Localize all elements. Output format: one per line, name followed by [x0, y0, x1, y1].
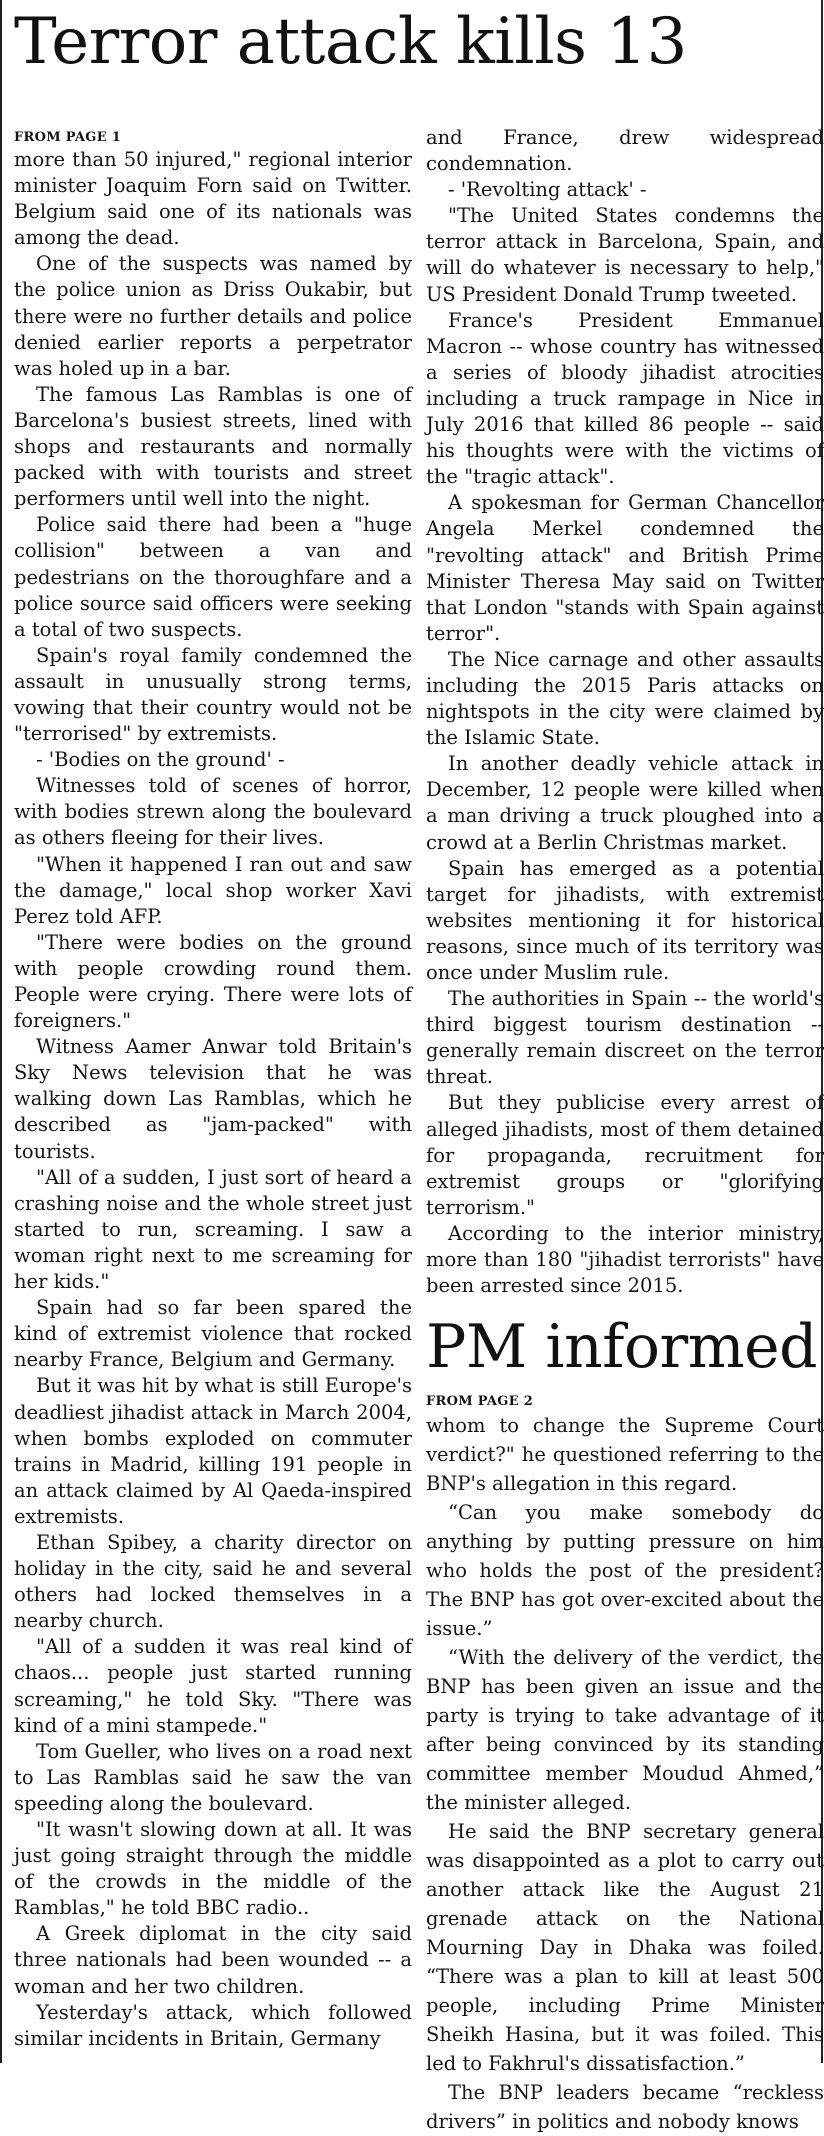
paragraph: The Nice carnage and other assaults including the 2015 Paris attacks on nightspots in the city were claimed by the Islamic State. [426, 647, 824, 750]
paragraph: But they publicise every arrest of alleged jihadists, most of them detained for propaganda, recruitment for extremist groups or "glorifying terrorism." [426, 1091, 824, 1219]
paragraph: One of the suspects was named by the police union as Driss Oukabir, but there were no further details and police denied earlier reports a perpetrator was holed up in a bar. [14, 252, 412, 380]
paragraph: "All of a sudden it was real kind of chaos... people just started running screaming," he told Sky. "There was kind of a mini stampede." [14, 1635, 412, 1737]
second-article-dateline: FROM PAGE 2 [426, 1394, 534, 1410]
second-article-headline: PM informed [426, 1312, 818, 1383]
paragraph: Tom Gueller, who lives on a road next to Las Ramblas said he saw the van speeding along the boulevard. [14, 1739, 412, 1815]
article-column-left [14, 125, 412, 2063]
paragraph: "When it happened I ran out and saw the damage," local shop worker Xavi Perez told AFP. [14, 852, 412, 928]
paragraph: The famous Las Ramblas is one of Barcelona's busiest streets, lined with shops and restaurants and normally packed with with tourists and street performers until well into the night. [14, 382, 412, 511]
article-headline: Terror attack kills 13 [14, 5, 687, 79]
paragraph: France's President Emmanuel Macron -- whose country has witnessed a series of bloody jihadist atrocities including a truck rampage in Nice in July 2016 that killed 86 people -- said his thoughts were with the victims of the "tragic attack". [426, 308, 824, 489]
paragraph: "There were bodies on the ground with people crowding round them. People were crying. There were lots of foreigners." [14, 930, 412, 1033]
paragraph: more than 50 injured," regional interior minister Joaquim Forn said on Twitter. Belgium said one of its nationals was among the dead. [14, 148, 412, 250]
paragraph: A Greek diplomat in the city said three nationals had been wounded -- a woman and her two children. [14, 1922, 412, 1998]
paragraph: But it was hit by what is still Europe's deadliest jihadist attack in March 2004, when bombs exploded on commuter trains in Madrid, killing 191 people in an attack claimed by Al Qaeda-inspired extremists. [14, 1374, 412, 1528]
paragraph: "All of a sudden, I just sort of heard a crashing noise and the whole street just started to run, screaming. I saw a woman right next to me screaming for her kids." [14, 1165, 412, 1294]
paragraph: whom to change the Supreme Court verdict?" he questioned referring to the BNP's allegation in this regard. [426, 1414, 824, 1496]
paragraph: Witness Aamer Anwar told Britain's Sky News television that he was walking down Las Ramblas, which he described as "jam-packed" with tourists. [14, 1035, 412, 1163]
article-column-right [426, 125, 824, 2134]
paragraph: "It wasn't slowing down at all. It was just going straight through the middle of the crowds in the middle of the Ramblas," he told BBC radio.. [14, 1818, 412, 1920]
paragraph: A spokesman for German Chancellor Angela Merkel condemned the "revolting attack" and British Prime Minister Theresa May said on Twitter that London "stands with Spain against terror". [426, 491, 824, 645]
paragraph: “With the delivery of the verdict, the BNP has been given an issue and the party is trying to take advantage of it after being convinced by its standing committee member Moudud Ahmed,” the minister alleged. [426, 1646, 824, 1815]
paragraph: Spain's royal family condemned the assault in unusually strong terms, vowing that their country would not be "terrorised" by extremists. [14, 643, 412, 746]
paragraph: Ethan Spibey, a charity director on holiday in the city, said he and several others had locked themselves in a nearby church. [14, 1530, 412, 1633]
second-article-body [426, 1411, 824, 2136]
subheading: - 'Bodies on the ground' - [36, 748, 285, 772]
paragraph: “Can you make somebody do anything by putting pressure on him who holds the post of the president? The BNP has got over-excited about the issue.” [426, 1501, 824, 1641]
paragraph: Witnesses told of scenes of horror, with bodies strewn along the boulevard as others fleeing for their lives. [14, 774, 412, 850]
paragraph: The BNP leaders became “reckless drivers” in politics and nobody knows [426, 2081, 824, 2134]
paragraph: He said the BNP secretary general was disappointed as a plot to carry out another attack like the August 21 grenade attack on the National Mourning Day in Dhaka was foiled. “There was a plan to kill at least 500 people, including Prime Minister Sheikh Hasina, but it was foiled. This led to Fakhrul's dissatisfaction.” [426, 1820, 824, 2076]
paragraph: According to the interior ministry, more than 180 "jihadist terrorists" have been arrested since 2015. [426, 1221, 824, 1298]
paragraph: The authorities in Spain -- the world's third biggest tourism destination -- generally remain discreet on the terror threat. [426, 987, 824, 1089]
paragraph: Police said there had been a "huge collision" between a van and pedestrians on the thoroughfare and a police source said officers were seeking a total of two suspects. [14, 513, 412, 641]
paragraph: and France, drew widespread condemnation. [426, 126, 824, 176]
paragraph: Spain had so far been spared the kind of extremist violence that rocked nearby France, Belgium and Germany. [14, 1296, 412, 1372]
paragraph: In another deadly vehicle attack in December, 12 people were killed when a man driving a truck ploughed into a crowd at a Berlin Christmas market. [426, 752, 824, 854]
paragraph: Yesterday's attack, which followed similar incidents in Britain, Germany [14, 2000, 412, 2050]
article-dateline: FROM PAGE 1 [14, 130, 122, 145]
paragraph: Spain has emerged as a potential target for jihadists, with extremist websites mentioning it for historical reasons, since much of its territory was once under Muslim rule. [426, 856, 824, 984]
subheading: - 'Revolting attack' - [448, 178, 647, 202]
paragraph: "The United States condemns the terror attack in Barcelona, Spain, and will do whatever is necessary to help," US President Donald Trump tweeted. [426, 204, 824, 306]
